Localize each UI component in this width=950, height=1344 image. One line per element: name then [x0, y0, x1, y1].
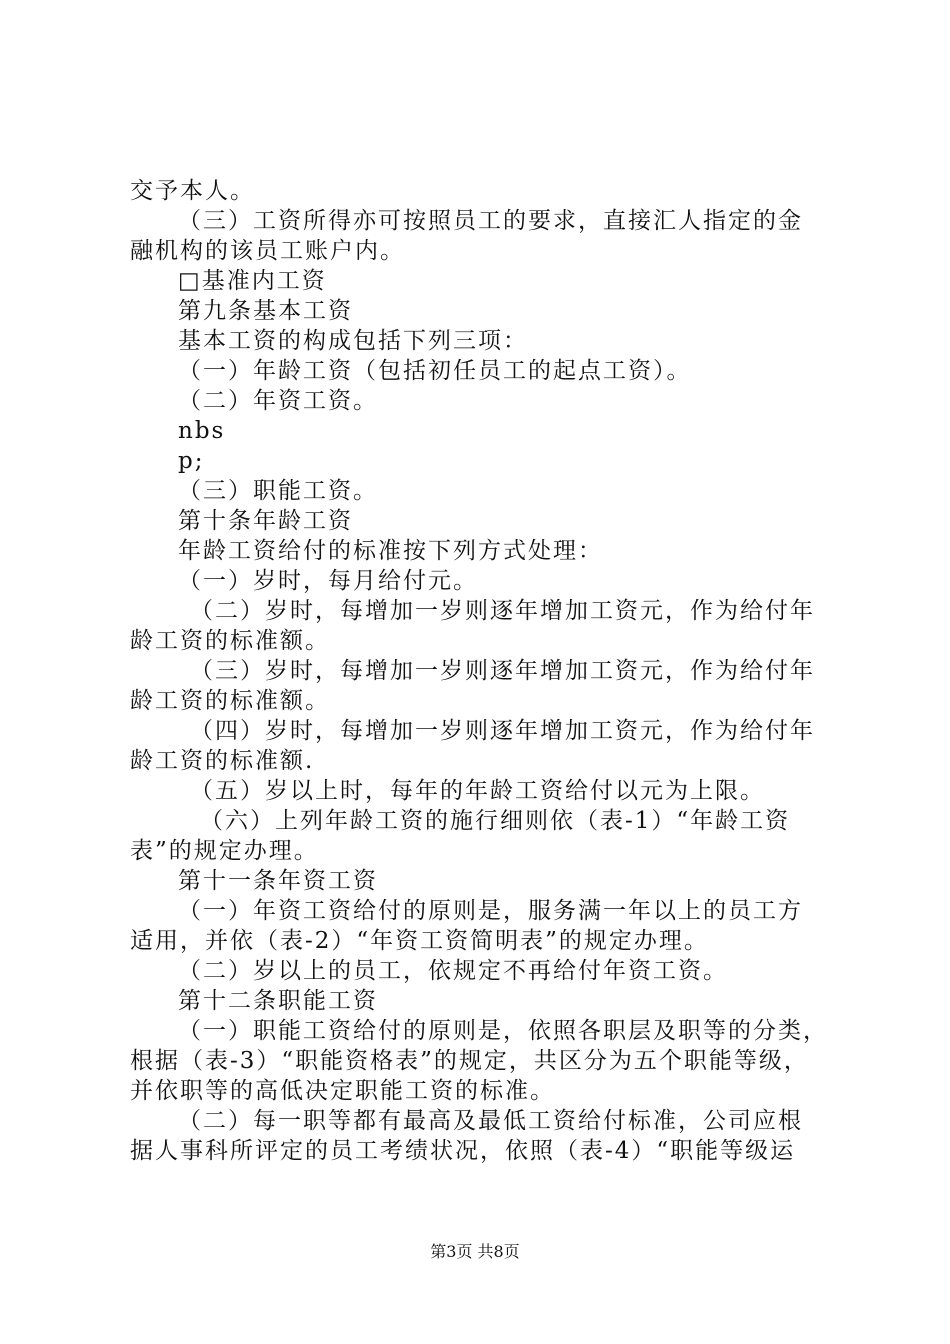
text-line: 适用，并依（表-2）“年资工资简明表”的规定办理。: [130, 928, 709, 954]
text-line: （三）职能工资。: [178, 478, 378, 504]
page-number-footer: 第3页 共8页: [430, 1242, 520, 1261]
text-line: 基本工资的构成包括下列三项：: [178, 328, 528, 354]
article-heading: 第十一条年资工资: [178, 868, 378, 894]
text-line: nbs: [178, 418, 226, 444]
text-line: 融机构的该员工账户内。: [130, 238, 405, 264]
text-line: （一）岁时，每月给付元。: [178, 568, 478, 594]
text-line: （四）岁时，每增加一岁则逐年增加工资元，作为给付年: [190, 718, 815, 744]
text-line: （一）年资工资给付的原则是，服务满一年以上的员工方: [178, 898, 803, 924]
text-line: 据人事科所评定的员工考绩状况，依照（表-4）“职能等级运: [130, 1138, 796, 1164]
text-line: 龄工资的标准额。: [130, 688, 330, 714]
document-body: [130, 176, 835, 1166]
text-line: （三）工资所得亦可按照员工的要求，直接汇人指定的金: [178, 208, 803, 234]
text-line: p;: [178, 448, 205, 474]
article-heading: 第九条基本工资: [178, 298, 353, 324]
text-line: （五）岁以上时，每年的年龄工资给付以元为上限。: [190, 778, 765, 804]
article-heading: 第十条年龄工资: [178, 508, 353, 534]
text-line: 年龄工资给付的标准按下列方式处理：: [178, 538, 603, 564]
text-line: 龄工资的标准额。: [130, 628, 330, 654]
article-heading: 第十二条职能工资: [178, 988, 378, 1014]
text-line: 交予本人。: [130, 178, 255, 204]
section-heading: □基准内工资: [178, 268, 327, 294]
text-line: （三）岁时，每增加一岁则逐年增加工资元，作为给付年: [190, 658, 815, 684]
text-line: （二）年资工资。: [178, 388, 378, 414]
text-line: 根据（表-3）“职能资格表”的规定，共区分为五个职能等级，: [130, 1048, 809, 1074]
text-line: 并依职等的高低决定职能工资的标准。: [130, 1078, 555, 1104]
text-line: 龄工资的标准额.: [130, 748, 315, 774]
text-line: （一）年龄工资（包括初任员工的起点工资）。: [178, 358, 692, 384]
text-line: （二）岁时，每增加一岁则逐年增加工资元，作为给付年: [190, 598, 815, 624]
text-line: （二）岁以上的员工，依规定不再给付年资工资。: [178, 958, 728, 984]
text-line: 表”的规定办理。: [130, 838, 319, 864]
text-line: （二）每一职等都有最高及最低工资给付标准，公司应根: [178, 1108, 803, 1134]
text-line: （一）职能工资给付的原则是，依照各职层及职等的分类，: [178, 1018, 828, 1044]
text-line: （六）上列年龄工资的施行细则依（表-1）“年龄工资: [200, 808, 791, 834]
